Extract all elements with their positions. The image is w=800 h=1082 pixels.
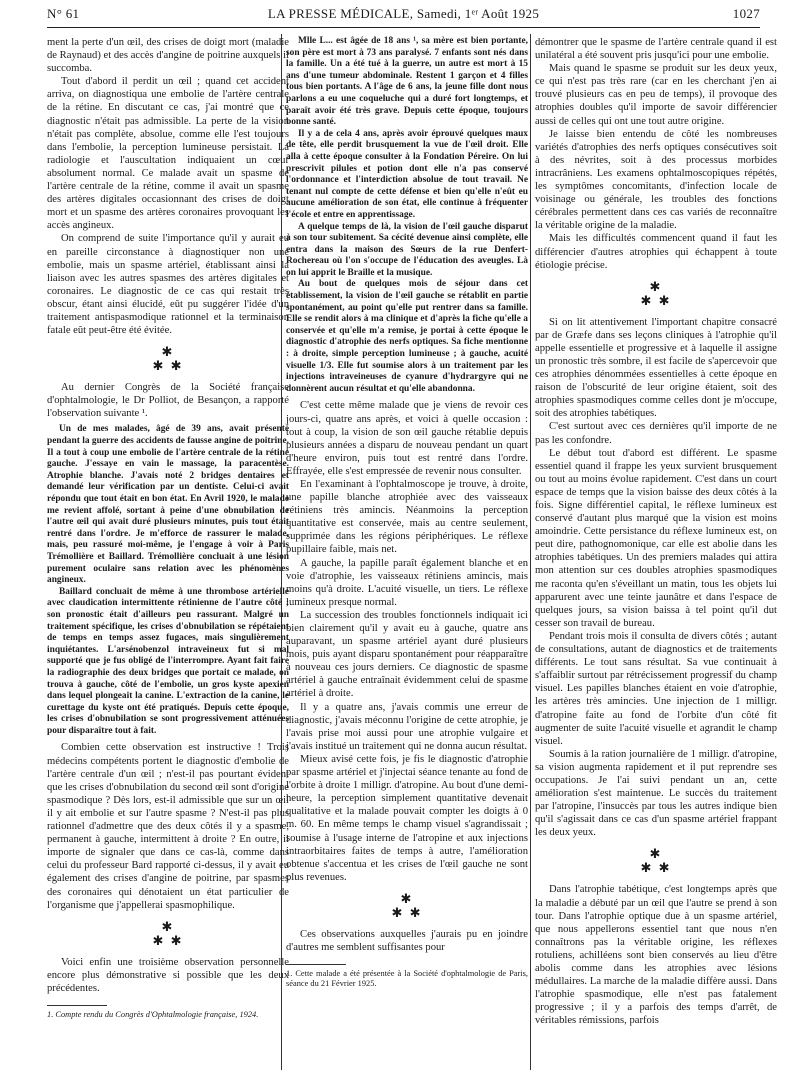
case-report: Au bout de quelques mois de séjour dans cet établissement, la vision de l'œil gauche se rétablit en partie spontanément, au point qu'elle put rentrer dans sa famille. Elle se rendit alors à ma clinique et d'après la fiche qu'elle a conservée et qu'elle m'a remise, je portai à cette époque le diagnostic d'atrophie des nerfs optiques. Sa fiche mentionne : à droite, simple perception lumineuse ; à gauche, acuité visuelle 1/3. Elle fut soumise alors à un traitement par les injections intraveineuses de cyanure d'hydrargyre qui ne donnèrent aucun résultat et qu'elle abandonna. bbox=[286, 279, 528, 394]
paragraph: démontrer que le spasme de l'artère centrale quand il est unilatéral a été souvent pris jusqu'ici pour une embolie. bbox=[535, 37, 777, 62]
case-report: Baillard concluait de même à une thrombose artérielle avec claudication intermittente rétinienne de l'autre côté ; son pronostic était d'ailleurs peu rassurant. Malgré un traitement spécifique, les crises d'obnubilation se répétaient de temps en temps assez fugaces, mais singulièrement inquiétantes. L'arsénobenzol intraveineux fut si mal supporté que je fus obligé de l'interrompre. Ayant fait faire la radiographie des deux bridges que portait ce malade, on trouva à gauche, côté de l'embolie, un gros kyste apexien dans lequel plongeait la canine. L'extraction de la canine, le curettage du kyste ont été pratiqués. Depuis cette époque, les crises d'obnubilation se sont progressivement atténuées pour disparaître tout à fait. bbox=[47, 586, 289, 736]
paragraph: La succession des troubles fonctionnels indiquait ici bien clairement qu'il y avait eu à gauche, quatre ans auparavant, un spasme artériel ayant duré plusieurs mois, puis ayant disparu spontanément pour réapparaître à nouveau ces jours derniers. Ce diagnostic de spasme artériel à gauche entraînait évidemment celui de spasme artériel à droite. bbox=[286, 609, 528, 700]
paragraph: Tout d'abord il perdit un œil ; quand cet accident arriva, on diagnostiqua une embolie de l'artère centrale de la rétine. En discutant ce cas, j'ai montré que ce diagnostic n'était pas admissible. La perte de la vision n'était pas complète, absolue, comme elle l'est toujours dans l'embolie, la perception lumineuse persistait. La radiologie et l'auscultation indiquaient un cœur absolument normal. Ce malade avait un spasme de l'artère centrale de la rétine, comme il avait un spasme des artères digitales occasionnant des crises de doigt mort et un spasme des artères coronaires provoquant les accès angineux. bbox=[47, 76, 289, 232]
paragraph: Pendant trois mois il consulta de divers côtés ; autant de consultations, autant de diagnostics et de traitements différents. Le tout sans résultat. Sa vue continuait à s'affaiblir surtout par rétrécissement progressif du champ visuel. Les papilles blanches étaient en voie d'atrophie, les artères très amincies. Une injection de 1 milligr. d'atropine faite au fond de l'orbite d'un côté fit augmenter de suite l'acuité visuelle et agrandit le champ visuel. bbox=[535, 630, 777, 747]
paragraph: Le début tout d'abord est différent. Le spasme essentiel quand il frappe les yeux survient brusquement ou tout au moins évolue rapidement. C'est dans un court espace de temps que la vision baisse des deux côtés à la fois. Signe différentiel capital, le réflexe lumineux est conservé d'autant plus marqué que la vision est moins amoindrie. Cette persistance du réflexe lumineux est, on peut dire, pathognomonique, car elle est abolie dans les atrophies tabétiques. Un des premiers malades qui attira mon attention sur ces doubles atrophies spasmodiques me raconta qu'en s'éveillant un matin, tous les objets lui apparurent avec une teinte jaunâtre et dans l'espace de quelques jours, sa vision baissa à tel point qu'il dut cesser son travail de bureau. bbox=[535, 447, 777, 629]
case-report: Il y a de cela 4 ans, après avoir éprouvé quelques maux de tête, elle perdit brusquement la vue de l'œil droit. Elle alla à cette époque consulter à la Fondation Péreire. On lui prescrivit pilules et potion dont elle n'a pas conservé l'ordonnance et l'interdiction absolue de tout travail. Ne tenant nul compte de cette défense et bien qu'elle n'eût eu aucune amélioration de son état, elle continue à fréquenter l'école et entre en apprentissage. bbox=[286, 128, 528, 220]
section-divider: ✱ ✱ ✱ bbox=[152, 344, 184, 374]
footnote: 1. Compte rendu du Congrès d'Ophtalmologie française, 1924. bbox=[47, 1009, 259, 1019]
paragraph: Mais quand le spasme se produit sur les deux yeux, ce qui n'est pas très rare (car en les cherchant j'en ai trouvé plusieurs cas en peu de temps), il provoque des atrophies doubles qu'il importe de savoir différencier aussi de celles qui ont une tout autre origine. bbox=[535, 63, 777, 127]
footnote-rule bbox=[47, 1005, 107, 1006]
paragraph: Voici enfin une troisième observation personnelle encore plus démonstrative si possible que les deux précédentes. bbox=[47, 956, 289, 994]
paragraph: En l'examinant à l'ophtalmoscope je trouve, à droite, une papille blanche atrophiée avec des vaisseaux rétiniens très amincis. Néanmoins la perception quantitative est conservée, mais au centre seulement, supprimée dans les régions périphériques. Le réflexe pupillaire faible, mais net. bbox=[286, 478, 528, 556]
column-2 bbox=[286, 36, 528, 990]
paragraph: Soumis à la ration journalière de 1 milligr. d'atropine, sa vision augmenta rapidement et il put reprendre ses occupations. Je l'ai suivi pendant un an, cette amélioration s'est maintenue. Le succès du traitement par l'atropine, l'insuccès par tous les autres indique bien qu'il s'agissait dans ce cas d'un spasme artériel frappant les deux yeux. bbox=[535, 748, 777, 839]
journal-title: LA PRESSE MÉDICALE, Samedi, 1ᵉʳ Août 1925 bbox=[267, 6, 540, 21]
running-header bbox=[47, 6, 760, 24]
paragraph: Si on lit attentivement l'important chapitre consacré par de Græfe dans ses leçons cliniques à l'atrophie qu'il appelle essentielle et progressive et à laquelle il assigne un pronostic très sombre, il est facile de s'apercevoir que ces atrophies dénommées essentielles à cette époque en raison de l'obscurité de leur origine étaient, soit des atrophies spasmodiques comme celles dont je m'occupe, soit des atrophies tabétiques. bbox=[535, 316, 777, 420]
case-report: Un de mes malades, âgé de 39 ans, avait présenté pendant la guerre des accidents de fausse angine de poitrine. Il a tout à coup une embolie de l'artère centrale de la rétine gauche. J'essaye en vain le massage, la paracentèse. Atrophie blanche. J'avais noté 2 bridges dentaires et demandé leur vérification par un dentiste. Celui-ci avait répondu que tout était en bon état. En Avril 1920, le malade me revient affolé, sortant à peine d'une obnubilation de l'autre œil qui avait duré plusieurs minutes, puis tout était rentré dans l'ordre. Je m'efforce de rassurer le malade, mais, peu rassuré moi-même, je l'engage à voir à Paris Trémollière et Baillard. Trémollière concluait à une lésion purement oculaire sans relation avec les phénomènes angineux. bbox=[47, 424, 289, 586]
section-divider: ✱ ✱ ✱ bbox=[640, 846, 672, 876]
page-number: 1027 bbox=[732, 6, 760, 21]
paragraph: Mieux avisé cette fois, je fis le diagnostic d'atrophie par spasme artériel et j'injectai séance tenante au fond de l'orbite à droite 1 milligr. d'atropine. Au bout d'une demi-heure, la perception simplement quantitative devenait qualitative et la malade pouvait compter les doigts à 0 m. 60. En même temps le champ visuel s'agrandissait ; soumise à l'usage interne de l'atropine et aux injections intraorbitaires faites de temps à autre, l'amélioration obtenue s'accentua et les crises de l'œil gauche ne sont plus revenues. bbox=[286, 753, 528, 883]
paragraph: Au dernier Congrès de la Société française d'ophtalmologie, le Dr Polliot, de Besançon, a rapporté l'observation suivante ¹. bbox=[47, 382, 289, 420]
paragraph: Dans l'atrophie tabétique, c'est longtemps après que la maladie a débuté par un œil que l'autre se prend à son tour. Dans l'atrophie optique due à un spasme artériel, que nous appellerons essentiel tant que nous n'en connaîtrons pas la véritable origine, les réflexes rotuliens, achilléens sont bien conservés au lieu d'être abolis comme dans les atrophies avec lésions médullaires. La marche de la maladie diffère aussi. Dans l'atrophie spasmodique, elle n'est pas fatalement progressive ; il y a parfois des temps d'arrêt, de véritables rémissions, parfois bbox=[535, 884, 777, 1027]
section-divider: ✱ ✱ ✱ bbox=[152, 918, 184, 948]
column-1 bbox=[47, 36, 289, 1020]
column-divider bbox=[530, 34, 531, 1070]
paragraph: On comprend de suite l'importance qu'il y aurait eu en pareille circonstance à diagnostiquer non une embolie, mais un spasme artériel, établissant ainsi la liaison avec les autres spasmes des artères digitales et coronaires. Le diagnostic de ce cas qui restait très obscur, étant ainsi élucidé, eût pu suggérer l'idée d'un traitement antispasmodique rationnel et la terminaison fatale eût peut-être été évitée. bbox=[47, 233, 289, 337]
case-report: A quelque temps de là, la vision de l'œil gauche disparut à son tour subitement. Sa cécité devenue ainsi complète, elle entra dans la maison des Sœurs de la rue Denfert-Rochereau où l'on s'occupe de l'éducation des aveugles. Là on lui apprit le Braille et la musique. bbox=[286, 221, 528, 278]
paragraph: C'est cette même malade que je viens de revoir ces jours-ci, quatre ans après, et voici à quelle occasion : tout à coup, la vision de son œil gauche rétablie depuis plusieurs années a disparu de nouveau pendant un quart d'heure environ, puis tout est rentré dans l'ordre. Effrayée, elle s'est empressée de revenir nous consulter. bbox=[286, 400, 528, 477]
issue-number: N° 61 bbox=[47, 6, 80, 21]
footnote-rule bbox=[286, 964, 346, 965]
section-divider: ✱ ✱ ✱ bbox=[391, 890, 423, 920]
paragraph: ment la perte d'un œil, des crises de doigt mort (maladie de Raynaud) et des accès d'angine de poitrine auxquels il succomba. bbox=[47, 37, 289, 75]
paragraph: Je laisse bien entendu de côté les nombreuses variétés d'atrophies des nerfs optiques consécutives soit à des névrites, soit à des processus morbides intracrâniens. Les examens ophtalmoscopiques répétés, les symptômes concomitants, d'infection locale de voisinage ou générale, les troubles des fonctions cérébrales permettent dans ces cas variés de reconnaître la véritable origine de la maladie. bbox=[535, 128, 777, 232]
paragraph: Mais les difficultés commencent quand il faut les différencier d'autres atrophies qui échappent à toute étiologie précise. bbox=[535, 233, 777, 271]
paragraph: Il y a quatre ans, j'avais commis une erreur de diagnostic, j'avais méconnu l'origine de cette atrophie, je l'avais prise moi aussi pour une atrophie vulgaire et j'avais institué un traitement qui ne donna aucun résultat. bbox=[286, 701, 528, 752]
paragraph: Ces observations auxquelles j'aurais pu en joindre d'autres me semblent suffisantes pour bbox=[286, 928, 528, 953]
paragraph: Combien cette observation est instructive ! Trois médecins compétents portent le diagnostic d'embolie de l'artère centrale d'un œil ; n'est-il pas pourtant évident que les crises d'obnubilation du second œil sont d'origine spasmodique ? Dès lors, est-il admissible que sur un œil il y ait embolie et sur l'autre spasme ? N'est-il pas plus rationnel d'admettre que des deux côtés il y a spasme, permanent à gauche, intermittent à droite ? En outre, il importe de signaler que dans ce cas-là, comme dans celui du professeur Bard rapporté ci-dessus, il y avait eu également des crises d'angine de poitrine, par spasmes des coronaires qui dénotaient un état particulier de l'organisme que j'appellerai spasmophilique. bbox=[47, 742, 289, 911]
column-3 bbox=[535, 36, 777, 1027]
section-divider: ✱ ✱ ✱ bbox=[640, 278, 672, 308]
footnote: 1. Cette malade a été présentée à la Société d'ophtalmologie de Paris, séance du 21 Février 1925. bbox=[286, 969, 528, 989]
paragraph: C'est surtout avec ces dernières qu'il importe de ne pas les confondre. bbox=[535, 421, 777, 446]
header-rule bbox=[47, 27, 760, 28]
case-report: Mlle L... est âgée de 18 ans ¹, sa mère est bien portante, son père est mort à 73 ans paralysé. 7 enfants sont nés dans la famille. Un a été tué à la guerre, un autre est mort à 15 ans d'une tumeur abdominale. Restent 1 garçon et 4 filles tous bien portants. A l'âge de 6 ans, la jeune fille dont nous parlons a eu une coqueluche qui a duré fort longtemps, et paraît avoir été très grave. Depuis cette époque, toujours bonne santé. bbox=[286, 36, 528, 128]
paragraph: A gauche, la papille paraît également blanche et en voie d'atrophie, les vaisseaux rétiniens amincis, mais moins qu'à droite. L'acuité visuelle, un tiers. Le réflexe lumineux presque normal. bbox=[286, 557, 528, 608]
